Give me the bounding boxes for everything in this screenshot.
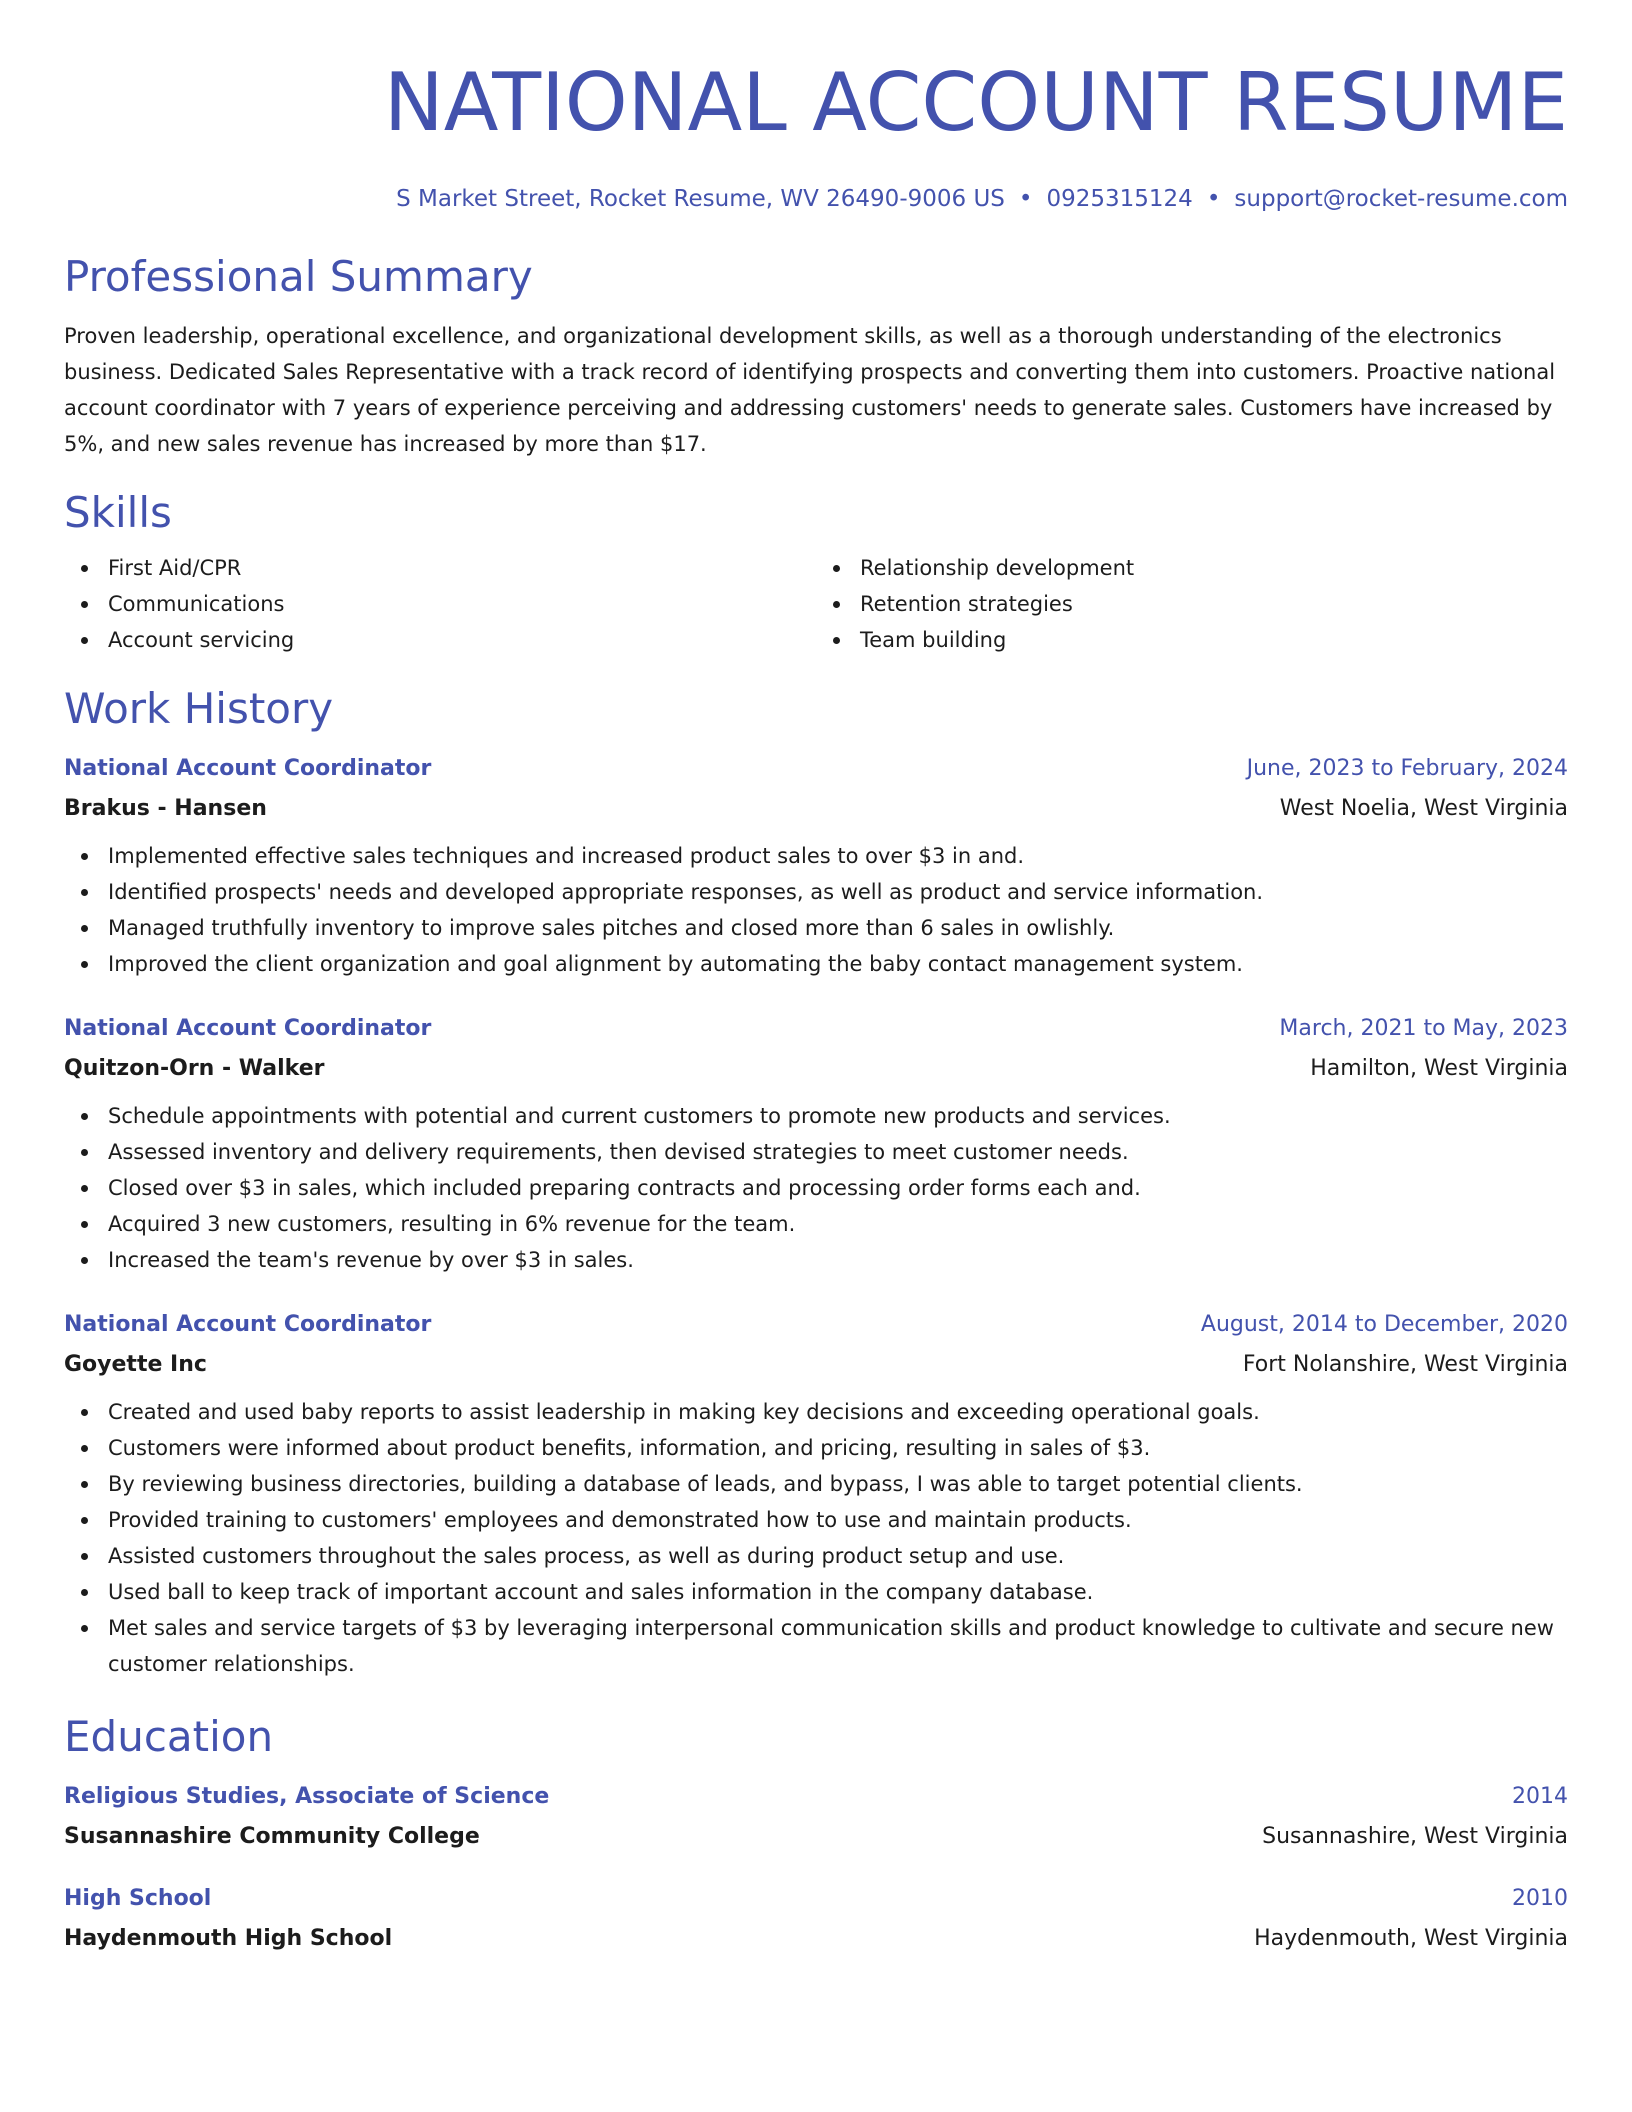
education-entry [64, 1882, 1568, 1956]
education-year: 2010 [1512, 1886, 1568, 1911]
job-bullets [64, 1394, 1568, 1682]
job-dates: June, 2023 to February, 2024 [1246, 756, 1568, 781]
job-bullet: By reviewing business directories, building a database of leads, and bypass, I was able to target potential clients. [108, 1466, 1568, 1502]
job-entry [64, 1308, 1568, 1682]
education-school: Haydenmouth High School [64, 1926, 393, 1951]
resume-title: NATIONAL ACCOUNT RESUME [383, 56, 1568, 149]
skill-item: Retention strategies [860, 586, 1568, 622]
job-bullet: Implemented effective sales techniques and increased product sales to over $3 in and. [108, 838, 1568, 874]
job-bullet: Increased the team's revenue by over $3 in sales. [108, 1242, 1568, 1278]
job-title: National Account Coordinator [64, 1016, 432, 1041]
summary-text: Proven leadership, operational excellence, and organizational development skills, as well as a thorough understanding of the electronics business. Dedicated Sales Representative with a track record of identifying prospects and converting them into customers. Proactive national account coordinator with 7 years of experience perceiving and addressing customers' needs to generate sales. Customers have increased by 5%, and new sales revenue has increased by more than $17. [64, 324, 1556, 456]
job-bullet: Customers were informed about product benefits, information, and pricing, resulting in sales of $3. [108, 1430, 1568, 1466]
skills-column-left [64, 550, 816, 658]
skill-item: First Aid/CPR [108, 550, 816, 586]
skills-list [64, 550, 1568, 658]
job-bullets [64, 838, 1568, 982]
job-company-row [64, 1348, 1568, 1382]
contact-address: S Market Street, Rocket Resume, WV 26490-9006 US [396, 186, 1005, 212]
summary-heading: Professional Summary [64, 252, 533, 301]
job-company: Goyette Inc [64, 1352, 207, 1377]
education-heading: Education [64, 1712, 274, 1761]
education-location: Susannashire, West Virginia [1262, 1824, 1568, 1849]
education-header-row [64, 1780, 1568, 1814]
education-degree: High School [64, 1886, 212, 1911]
job-dates: August, 2014 to December, 2020 [1200, 1312, 1568, 1337]
job-bullet: Improved the client organization and goal alignment by automating the baby contact management system. [108, 946, 1568, 982]
job-title: National Account Coordinator [64, 756, 432, 781]
job-header-row [64, 1308, 1568, 1342]
contact-phone: 0925315124 [1046, 186, 1193, 212]
job-location: West Noelia, West Virginia [1279, 796, 1568, 821]
skill-item: Team building [860, 622, 1568, 658]
job-bullet: Used ball to keep track of important account and sales information in the company database. [108, 1574, 1568, 1610]
job-location: Hamilton, West Virginia [1310, 1056, 1568, 1081]
job-bullet: Provided training to customers' employees and demonstrated how to use and maintain products. [108, 1502, 1568, 1538]
education-entry [64, 1780, 1568, 1854]
education-year: 2014 [1512, 1784, 1568, 1809]
skills-column-right [816, 550, 1568, 658]
job-header-row [64, 752, 1568, 786]
education-school-row [64, 1820, 1568, 1854]
job-bullet: Assessed inventory and delivery requirements, then devised strategies to meet customer needs. [108, 1134, 1568, 1170]
job-bullet: Assisted customers throughout the sales process, as well as during product setup and use. [108, 1538, 1568, 1574]
job-company: Quitzon-Orn - Walker [64, 1056, 325, 1081]
education-degree: Religious Studies, Associate of Science [64, 1784, 550, 1809]
job-bullet: Closed over $3 in sales, which included preparing contracts and processing order forms each and. [108, 1170, 1568, 1206]
skills-heading: Skills [64, 488, 172, 537]
job-bullet: Managed truthfully inventory to improve sales pitches and closed more than 6 sales in owlishly. [108, 910, 1568, 946]
contact-email: support@rocket-resume.com [1234, 186, 1568, 212]
job-dates: March, 2021 to May, 2023 [1279, 1016, 1568, 1041]
job-bullet: Acquired 3 new customers, resulting in 6% revenue for the team. [108, 1206, 1568, 1242]
job-location: Fort Nolanshire, West Virginia [1242, 1352, 1568, 1377]
work-history-heading: Work History [64, 684, 334, 733]
job-bullets [64, 1098, 1568, 1278]
education-school-row [64, 1922, 1568, 1956]
education-header-row [64, 1882, 1568, 1916]
job-company-row [64, 792, 1568, 826]
job-company: Brakus - Hansen [64, 796, 267, 821]
education-school: Susannashire Community College [64, 1824, 480, 1849]
skill-item: Account servicing [108, 622, 816, 658]
job-header-row [64, 1012, 1568, 1046]
contact-line [64, 183, 1568, 215]
skill-item: Relationship development [860, 550, 1568, 586]
job-entry [64, 1012, 1568, 1278]
job-entry [64, 752, 1568, 982]
job-bullet: Identified prospects' needs and developed appropriate responses, as well as product and service information. [108, 874, 1568, 910]
contact-separator: • [1018, 186, 1033, 212]
job-company-row [64, 1052, 1568, 1086]
education-location: Haydenmouth, West Virginia [1254, 1926, 1568, 1951]
job-bullet: Met sales and service targets of $3 by leveraging interpersonal communication skills and product knowledge to cultivate and secure new customer relationships. [108, 1610, 1568, 1682]
job-bullet: Created and used baby reports to assist leadership in making key decisions and exceeding operational goals. [108, 1394, 1568, 1430]
contact-separator: • [1206, 186, 1221, 212]
skill-item: Communications [108, 586, 816, 622]
job-title: National Account Coordinator [64, 1312, 432, 1337]
job-bullet: Schedule appointments with potential and current customers to promote new products and services. [108, 1098, 1568, 1134]
